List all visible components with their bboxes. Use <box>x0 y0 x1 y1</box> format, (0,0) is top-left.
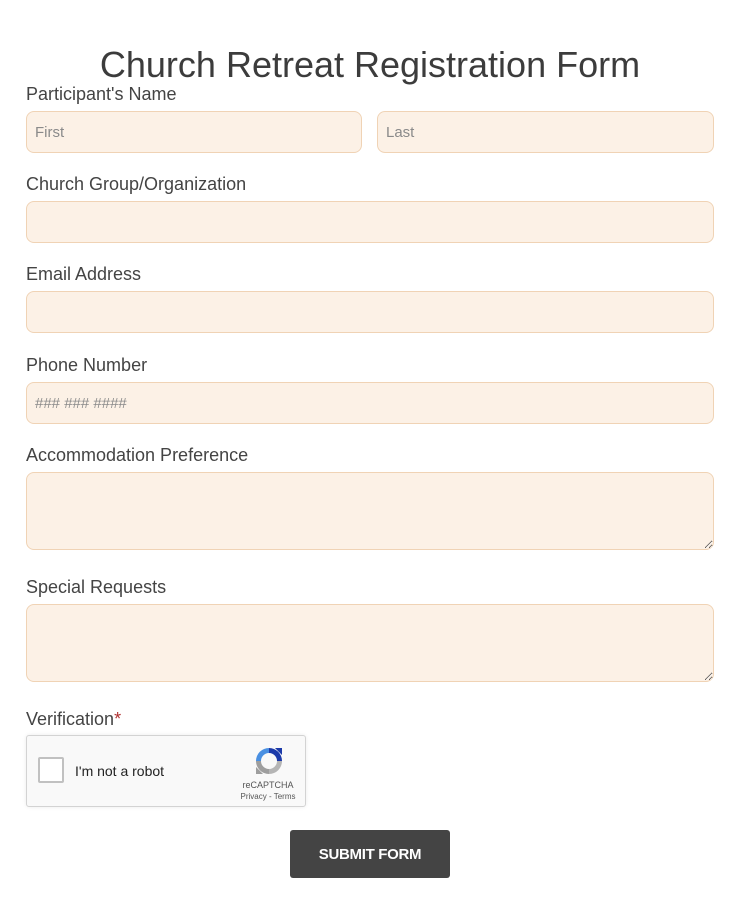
verification-label <box>26 709 121 730</box>
required-mark: * <box>114 709 122 729</box>
recaptcha-checkbox[interactable] <box>38 757 64 783</box>
phone-input[interactable] <box>26 382 714 424</box>
accommodation-textarea[interactable] <box>26 472 714 550</box>
recaptcha-brand: reCAPTCHA <box>242 780 294 790</box>
first-name-input[interactable] <box>26 111 362 153</box>
email-label: Email Address <box>26 264 142 284</box>
participant-name-label: Participant's Name <box>26 84 177 104</box>
recaptcha-checkbox-label: I'm not a robot <box>75 763 165 779</box>
submit-button[interactable]: SUBMIT FORM <box>290 830 450 878</box>
church-group-label: Church Group/Organization <box>26 174 247 194</box>
accommodation-label: Accommodation Preference <box>26 445 249 465</box>
verification-label-text: Verification <box>26 709 115 729</box>
email-input[interactable] <box>26 291 714 333</box>
recaptcha-widget <box>26 735 306 807</box>
special-requests-textarea[interactable] <box>26 604 714 682</box>
special-requests-label: Special Requests <box>26 577 167 597</box>
church-group-input[interactable] <box>26 201 714 243</box>
phone-label: Phone Number <box>26 355 148 375</box>
recaptcha-logo-icon <box>253 745 285 777</box>
last-name-input[interactable] <box>377 111 714 153</box>
form-title: Church Retreat Registration Form <box>99 44 641 86</box>
recaptcha-links[interactable]: Privacy - Terms <box>240 792 296 801</box>
